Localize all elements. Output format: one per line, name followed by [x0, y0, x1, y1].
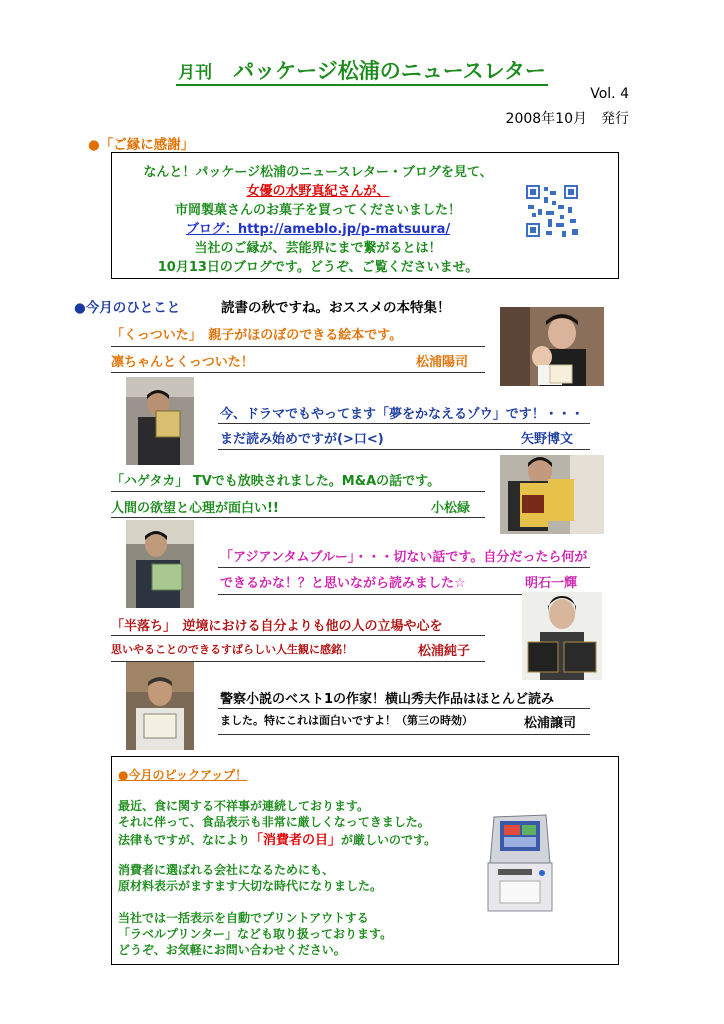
title-main: パッケージ松浦のニュースレター: [233, 59, 546, 83]
entry-2-rule: [218, 423, 590, 424]
entry-4-author: 明石一輝: [525, 576, 578, 591]
photo-reader-3: [500, 455, 604, 534]
thanks-box: [111, 152, 619, 279]
pickup-p3a: 法律もですが、なにより: [118, 833, 251, 847]
entry-3-line2: 人間の欲望と心理が面白い!!: [111, 501, 279, 516]
thanks-line1: なんと！パッケージ松浦のニュースレター・ブログを見て、: [143, 165, 493, 180]
entry-4-line2: できるかな！？と思いながら読みました☆: [220, 576, 466, 591]
actress-name: 女優の水野真紀さんが、: [246, 184, 390, 199]
entry-1-rule: [111, 346, 485, 347]
pickup-p3: [118, 829, 436, 848]
photo-reader-5: [522, 592, 602, 680]
entry-1-author: 松浦陽司: [416, 355, 469, 370]
photo-reader-4: [126, 520, 194, 608]
entry-6-rule2: [218, 734, 590, 735]
thanks-heading: ●「ご縁に感謝」: [88, 137, 195, 153]
thanks-line6: 10月13日のブログです。どうぞ、ご覧くださいませ。: [157, 260, 479, 275]
entry-6-author: 松浦譲司: [524, 716, 577, 731]
entry-4-rule: [218, 567, 590, 568]
pickup-p7: 「ラベルプリンター」なども取り扱っております。: [118, 927, 393, 941]
pickup-p1: 最近、食に関する不祥事が連続しております。: [118, 799, 370, 813]
title-prefix: 月刊: [178, 63, 213, 83]
entry-5-author: 松浦純子: [418, 644, 471, 659]
photo-reader-6: [126, 662, 194, 750]
entry-6-line1: 警察小説のベスト1の作家！横山秀夫作品はほとんど読み: [220, 692, 555, 707]
monthly-subtitle: 読書の秋ですね。おススメの本特集！: [221, 300, 451, 316]
pickup-p4: 消費者に選ばれる会社になるためにも、: [118, 863, 335, 877]
photo-reader-2: [126, 377, 194, 465]
pickup-p5: 原材料表示がますます大切な時代になりました。: [118, 879, 383, 893]
volume-number: Vol. 4: [590, 86, 629, 102]
entry-2-author: 矢野博文: [521, 432, 574, 447]
entry-1-line2: 凛ちゃんとくっついた！: [111, 355, 254, 370]
entry-1-rule2: [111, 372, 485, 373]
entry-4-line1: 「アジアンタムブルー」・・・切ない話です。自分だったら何が: [220, 550, 588, 565]
newsletter-title: [0, 55, 724, 85]
entry-1-line1: 「くっついた」 親子がほのぼのできる絵本です。: [111, 328, 403, 343]
entry-2-line1: 今、ドラマでもやってます「夢をかなえるゾウ」です！・・・: [220, 407, 584, 422]
pickup-p3c: が厳しいのです。: [341, 833, 437, 847]
photo-father-baby: [500, 307, 604, 386]
entry-6-line2: ました。特にこれは面白いですよ！（第三の時効）: [220, 714, 473, 727]
blog-link[interactable]: ブログ：http://ameblo.jp/p-matsuura/: [185, 222, 451, 237]
entry-3-line1: 「ハゲタカ」 TVでも放映されました。M&Aの話です。: [111, 474, 441, 489]
entry-3-author: 小松緑: [431, 501, 471, 516]
entry-3-rule: [111, 491, 485, 492]
qr-code: [524, 183, 580, 239]
entry-2-rule2: [218, 449, 590, 450]
entry-5-line2: 思いやることのできるすばらしい人生観に感銘！: [111, 643, 353, 656]
label-printer-image: [480, 807, 560, 917]
entry-2-line2: まだ読み始めですが(>口<): [220, 432, 384, 447]
pickup-p2: それに伴って、食品表示も非常に厳しくなってきました。: [118, 815, 430, 829]
entry-6-rule: [218, 708, 590, 709]
pickup-p6: 当社では一括表示を自動でプリントアウトする: [118, 911, 369, 925]
entry-5-line1: 「半落ち」 逆境における自分よりも他の人の立場や心を: [111, 619, 443, 634]
pickup-box: [111, 756, 619, 965]
thanks-line5: 当社のご縁が、芸能界にまで繋がるとは！: [194, 241, 442, 256]
entry-3-rule2: [111, 517, 485, 518]
pickup-p8: どうぞ、お気軽にお問い合わせください。: [118, 943, 346, 957]
entry-5-rule: [111, 635, 485, 636]
issue-date: 2008年10月 発行: [505, 111, 629, 127]
monthly-heading: ●今月のひとこと: [74, 300, 181, 316]
pickup-heading: ●今月のピックアップ！: [118, 768, 248, 782]
thanks-line3: 市岡製菓さんのお菓子を買ってくださいました！: [174, 203, 461, 218]
consumer-eye: 「消費者の目」: [250, 833, 342, 848]
